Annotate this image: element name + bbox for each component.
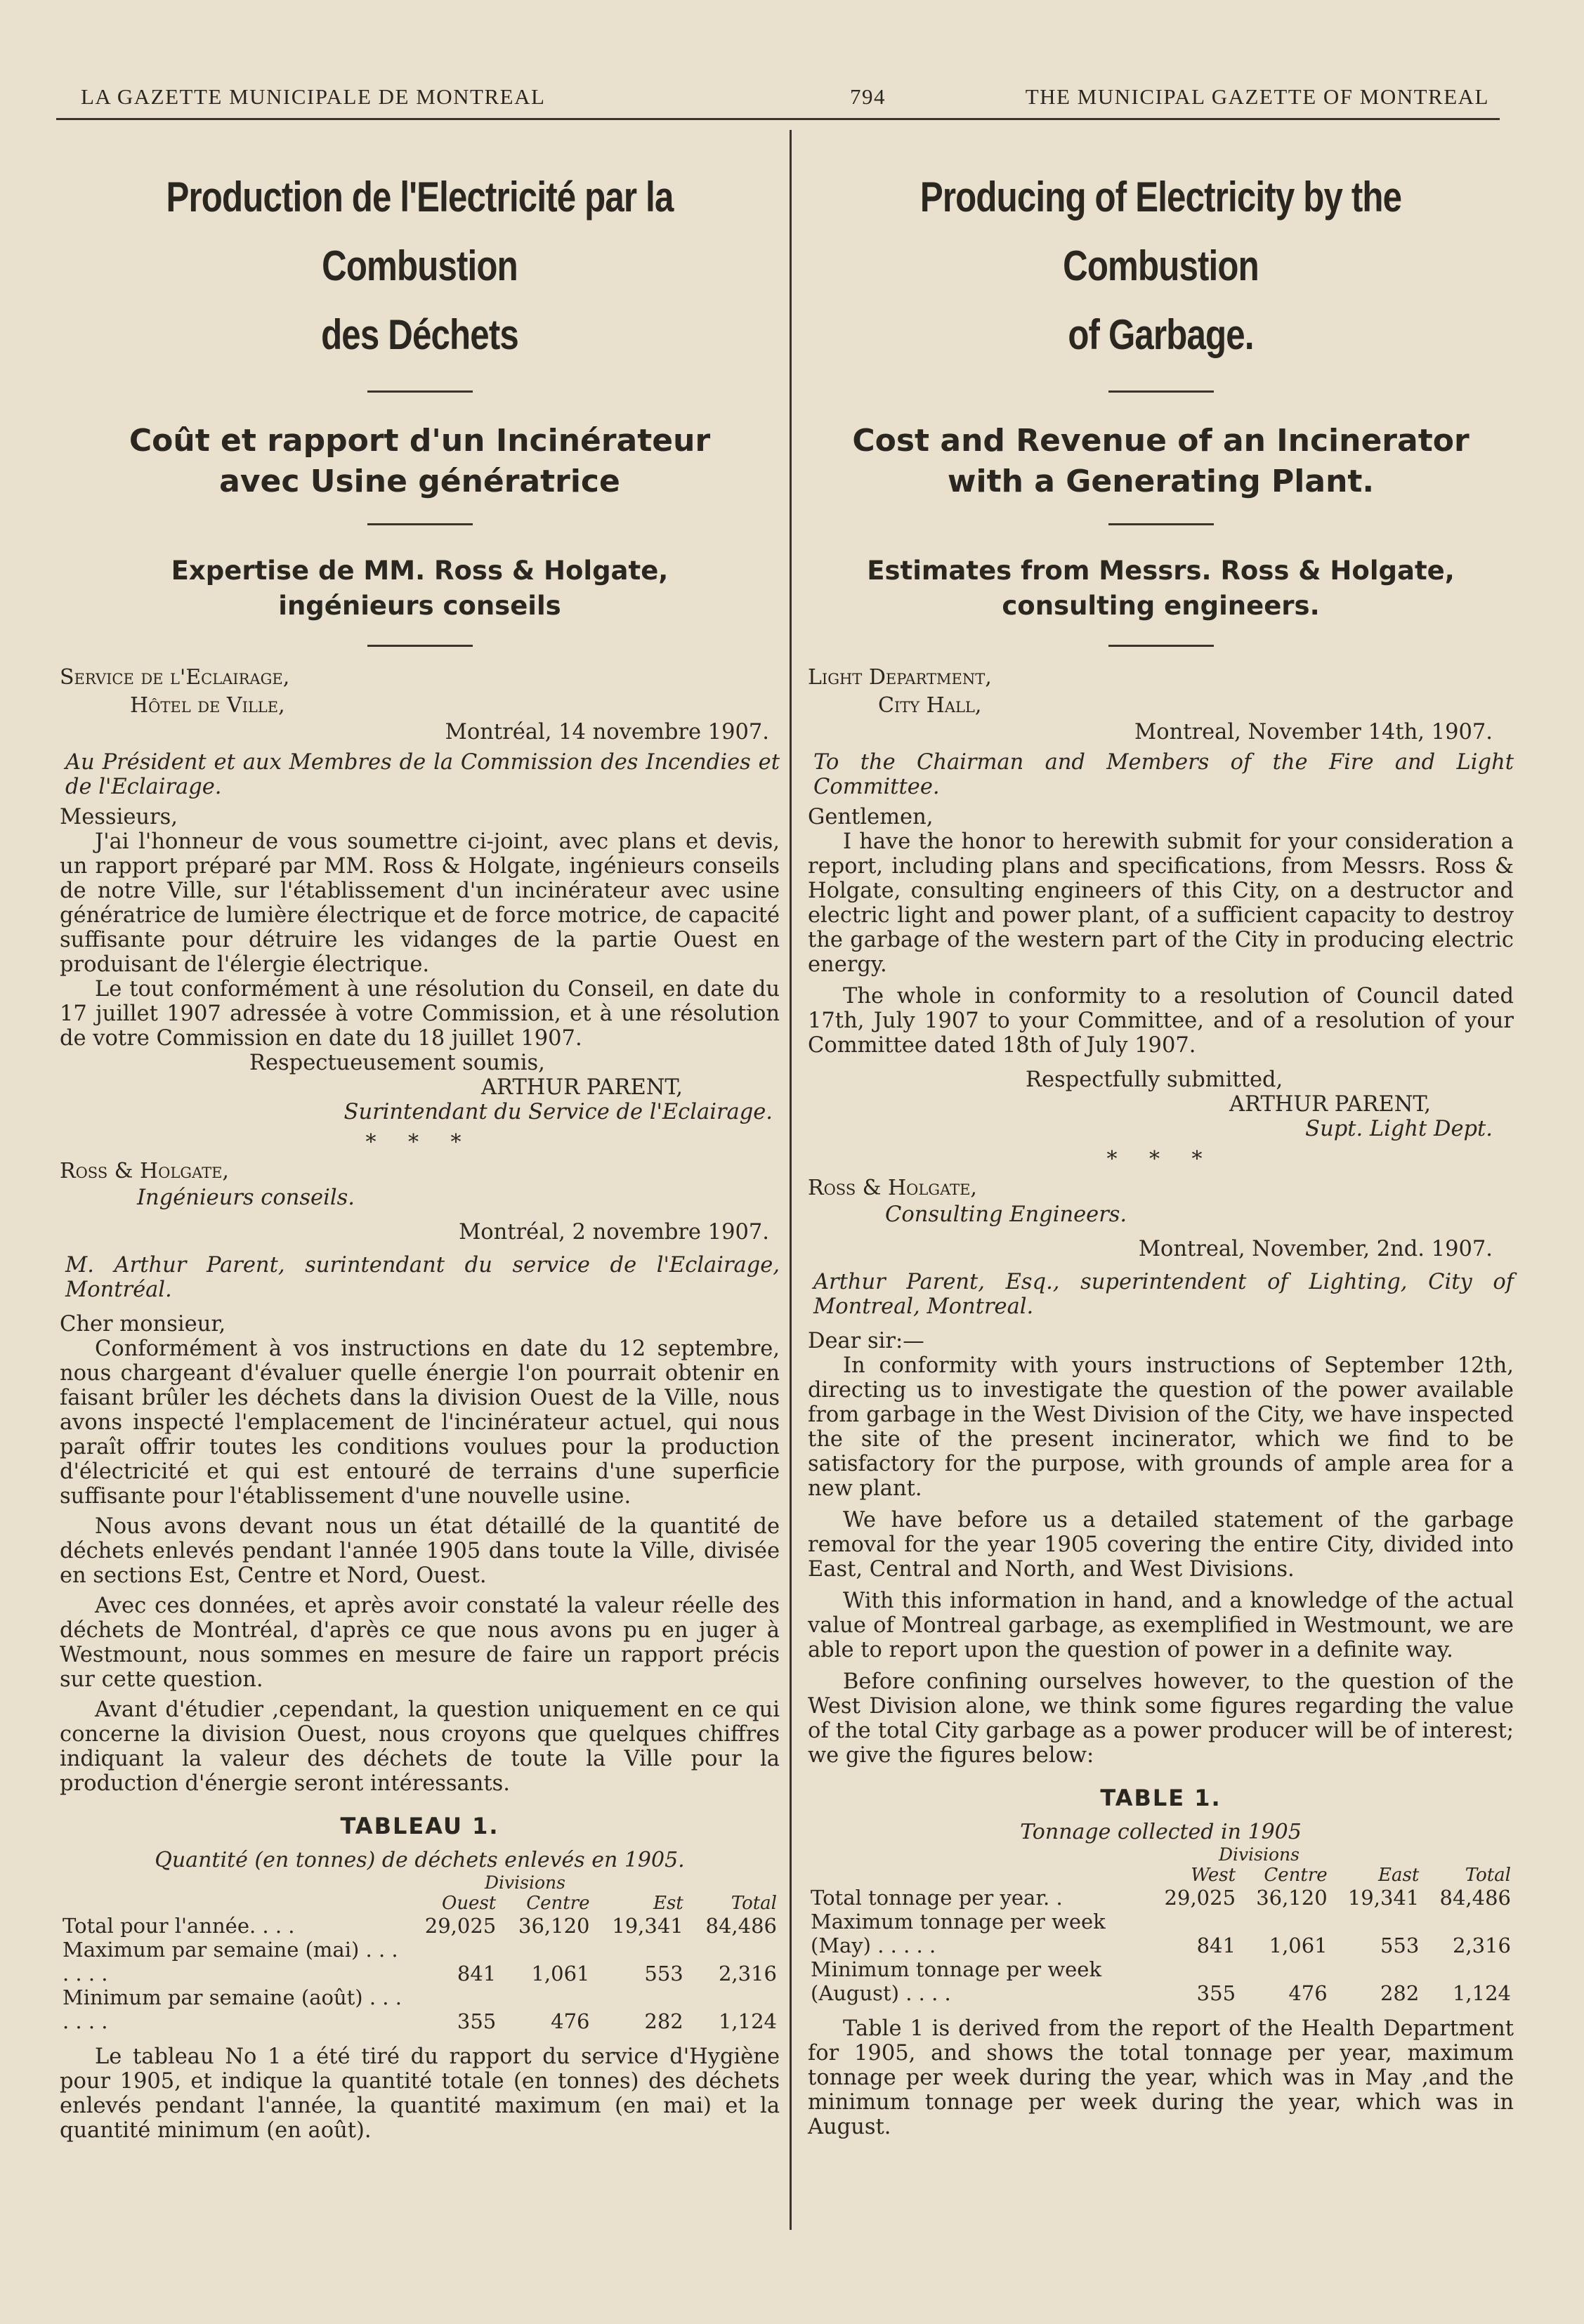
table-row bbox=[808, 1886, 1514, 1910]
letter-from-line2: Ingénieurs conseils. bbox=[137, 1186, 355, 1210]
english-estimates-line1: Estimates from Messrs. Ross & Holgate, bbox=[867, 556, 1455, 586]
letter-addressee: M. Arthur Parent, surintendant du service de l'Eclairage, Montréal. bbox=[65, 1253, 780, 1302]
french-subtitle-line1: Coût et rapport d'un Incinérateur bbox=[129, 423, 711, 459]
letter-addressee: Au Président et aux Membres de la Commission des Incendies et de l'Eclairage. bbox=[65, 750, 780, 799]
column-header: East bbox=[1378, 1865, 1420, 1886]
cell: 29,025 bbox=[424, 1914, 497, 1938]
cell: 84,486 bbox=[705, 1914, 777, 1938]
cell: 476 bbox=[551, 2009, 590, 2033]
letter-paragraph: We have before us a detailed statement of the garbage removal for the year 1905 covering the entire City, divided into East, Central and North, and West Divisions. bbox=[808, 1508, 1514, 1582]
french-subtitle bbox=[60, 421, 780, 502]
english-title bbox=[871, 163, 1450, 369]
letter-date: Montréal, 2 novembre 1907. bbox=[459, 1220, 769, 1245]
letter-addressee: Arthur Parent, Esq., superintendent of Lighting, City of Montreal, Montreal. bbox=[813, 1270, 1514, 1319]
table-caption: Tonnage collected in 1905 bbox=[1020, 1820, 1302, 1844]
letter-from: Ross & Holgate, bbox=[808, 1176, 977, 1200]
letter-signatory-title: Supt. Light Dept. bbox=[1305, 1117, 1493, 1141]
cell: 2,316 bbox=[1452, 1934, 1511, 1957]
letter-salutation: Dear sir:— bbox=[808, 1329, 924, 1353]
french-tonnage-table bbox=[60, 1893, 780, 2033]
letter-paragraph: Conformément à vos instructions en date du 12 septembre, nous chargeant d'évaluer quelle énergie l'on pourrait obtenir en faisant brûler les déchets dans la division Ouest de la Ville, nous avons inspecté l'emplacement de l'incinérateur actuel, qui nous paraît offrir toutes les conditions voulues pour la production d'électricité et qui est entouré de terrains d'une superficie suffisante pour l'établissement d'une nouvelle usine. bbox=[60, 1337, 780, 1509]
cell: 553 bbox=[644, 1962, 683, 1985]
short-rule bbox=[1108, 645, 1214, 647]
letter-paragraph: J'ai l'honneur de vous soumettre ci-joint, avec plans et devis, un rapport préparé par MM. Ross & Holgate, ingénieurs conseils de notre Ville, sur l'établissement d'un incinérateur avec usine génératrice de lumière électrique et de force motrice, de capacité suffisante pour détruire les vidanges de la partie Ouest en produisant de l'élergie électrique. bbox=[60, 829, 780, 977]
french-expertise-line2: ingénieurs conseils bbox=[278, 591, 561, 621]
short-rule bbox=[367, 390, 473, 393]
table-note: Table 1 is derived from the report of the Health Department for 1905, and shows the total tonnage per year, maximum tonnage per week during the year, which was in May ,and the minimum tonnage per week during the year, which was in August. bbox=[808, 2016, 1514, 2139]
row-label: Minimum tonnage per week (August) . . . . bbox=[811, 1957, 1102, 2005]
cell: 841 bbox=[457, 1962, 497, 1985]
row-label: Maximum tonnage per week (May) . . . . . bbox=[811, 1910, 1106, 1957]
table-title: TABLE 1. bbox=[1100, 1785, 1222, 1811]
cell: 1,124 bbox=[718, 2009, 777, 2033]
english-title-line1: Producing of Electricity by the Combustion bbox=[919, 173, 1402, 289]
letter-closing: Respectueusement soumis, bbox=[249, 1051, 545, 1075]
letter-paragraph: Before confining ourselves however, to the question of the West Division alone, we think some figures regarding the value of the total City garbage as a power producer will be of interest; we give the figures below: bbox=[808, 1669, 1514, 1768]
letter-date: Montreal, November, 2nd. 1907. bbox=[1138, 1237, 1493, 1261]
english-letter-1 bbox=[808, 664, 1514, 1141]
letter-date: Montréal, 14 novembre 1907. bbox=[445, 720, 769, 744]
row-label: Minimum par semaine (août) . . . . . . . bbox=[63, 1985, 402, 2033]
english-estimates-line2: consulting engineers. bbox=[1002, 591, 1320, 621]
french-title-line1: Production de l'Electricité par la Combustion bbox=[166, 173, 674, 289]
letter-from: Service de l'Eclairage, bbox=[60, 665, 290, 690]
cell: 553 bbox=[1380, 1934, 1420, 1957]
table-row bbox=[808, 1957, 1514, 2005]
letter-from: Ross & Holgate, bbox=[60, 1159, 229, 1183]
header-rule bbox=[56, 118, 1500, 120]
short-rule bbox=[367, 523, 473, 525]
cell: 355 bbox=[1196, 1981, 1236, 2005]
english-title-line2: of Garbage. bbox=[1068, 311, 1254, 358]
letter-from: Light Department, bbox=[808, 665, 992, 690]
header-left-title: LA GAZETTE MUNICIPALE DE MONTREAL bbox=[81, 84, 546, 109]
letter-signature: ARTHUR PARENT, bbox=[481, 1075, 683, 1100]
letter-paragraph: Nous avons devant nous un état détaillé de la quantité de déchets enlevés pendant l'année 1905 dans toute la Ville, divisée en sections Est, Centre et Nord, Ouest. bbox=[60, 1514, 780, 1588]
letter-signature: ARTHUR PARENT, bbox=[1229, 1092, 1431, 1117]
short-rule bbox=[1108, 523, 1214, 525]
letter-salutation: Messieurs, bbox=[60, 805, 178, 829]
english-estimates-heading bbox=[808, 553, 1514, 624]
letter-addressee: To the Chairman and Members of the Fire and Light Committee. bbox=[813, 750, 1514, 799]
column-header: Ouest bbox=[442, 1893, 497, 1914]
short-rule bbox=[1108, 390, 1214, 393]
table-divisions-heading: Divisions bbox=[485, 1872, 565, 1893]
letter-from-line2: Hôtel de Ville, bbox=[130, 693, 285, 718]
french-subtitle-line2: avec Usine génératrice bbox=[219, 464, 620, 499]
table-caption: Quantité (en tonnes) de déchets enlevés en 1905. bbox=[155, 1848, 685, 1872]
english-subtitle-line2: with a Generating Plant. bbox=[947, 464, 1375, 499]
row-label: Maximum par semaine (mai) . . . . . . . bbox=[63, 1938, 398, 1985]
cell: 36,120 bbox=[518, 1914, 590, 1938]
letter-from-line2: Consulting Engineers. bbox=[885, 1202, 1127, 1227]
cell: 84,486 bbox=[1439, 1886, 1511, 1910]
cell: 282 bbox=[1380, 1981, 1420, 2005]
french-expertise-heading bbox=[60, 553, 780, 624]
french-letter-1 bbox=[60, 664, 780, 1124]
column-header: Centre bbox=[526, 1893, 590, 1914]
table-divisions-heading: Divisions bbox=[1219, 1844, 1300, 1865]
french-expertise-line1: Expertise de MM. Ross & Holgate, bbox=[171, 556, 669, 586]
table-row bbox=[60, 1938, 780, 1985]
french-letter-2 bbox=[60, 1157, 780, 1796]
page-number: 794 bbox=[850, 84, 886, 109]
table-row bbox=[808, 1910, 1514, 1957]
english-column bbox=[808, 155, 1514, 2139]
column-header: West bbox=[1191, 1865, 1236, 1886]
french-title-line2: des Déchets bbox=[321, 311, 518, 358]
cell: 1,124 bbox=[1452, 1981, 1511, 2005]
column-header: Est bbox=[653, 1893, 683, 1914]
column-header: Centre bbox=[1264, 1865, 1328, 1886]
table-note: Le tableau No 1 a été tiré du rapport du service d'Hygiène pour 1905, et indique la quantité totale (en tonnes) des déchets enlevés pendant l'année, la quantité maximum (en mai) et la quantité minimum (en août). bbox=[60, 2044, 780, 2143]
english-subtitle bbox=[808, 421, 1514, 502]
letter-paragraph: Avec ces données, et après avoir constaté la valeur réelle des déchets de Montréal, d'après ce que nous avons pu en juger à Westmount, nous sommes en mesure de faire un rapport précis sur cette question. bbox=[60, 1594, 780, 1692]
section-stars: * * * bbox=[1106, 1147, 1215, 1171]
cell: 355 bbox=[457, 2009, 497, 2033]
letter-from-line2: City Hall, bbox=[878, 693, 982, 718]
header-right-title: THE MUNICIPAL GAZETTE OF MONTREAL bbox=[1025, 84, 1489, 109]
short-rule bbox=[367, 645, 473, 647]
cell: 1,061 bbox=[531, 1962, 590, 1985]
letter-paragraph: With this information in hand, and a knowledge of the actual value of Montreal garbage, as exemplified in Westmount, we are able to report upon the question of power in a definite way. bbox=[808, 1589, 1514, 1662]
cell: 2,316 bbox=[718, 1962, 777, 1985]
cell: 1,061 bbox=[1269, 1934, 1328, 1957]
row-label: Total tonnage per year. . bbox=[811, 1886, 1063, 1910]
column-header: Total bbox=[1465, 1865, 1511, 1886]
letter-paragraph: In conformity with yours instructions of September 12th, directing us to investigate the question of the power available from garbage in the West Division of the City, we have inspected the site of the present incinerator, which we find to be satisfactory for the purpose, with grounds of ample area for a new plant. bbox=[808, 1353, 1514, 1501]
letter-date: Montreal, November 14th, 1907. bbox=[1134, 720, 1493, 744]
cell: 476 bbox=[1288, 1981, 1328, 2005]
table-row bbox=[60, 1985, 780, 2033]
table-row bbox=[60, 1914, 780, 1938]
letter-paragraph: I have the honor to herewith submit for your consideration a report, including plans and specifications, from Messrs. Ross & Holgate, consulting engineers of this City, on a destructor and electric light and power plant, of a sufficient capacity to destroy the garbage of the western part of the City in producing electric energy. bbox=[808, 829, 1514, 977]
column-header: Total bbox=[731, 1893, 777, 1914]
running-head bbox=[81, 84, 1489, 119]
letter-closing: Respectfully submitted, bbox=[1026, 1068, 1283, 1092]
letter-salutation: Cher monsieur, bbox=[60, 1312, 226, 1337]
cell: 36,120 bbox=[1256, 1886, 1328, 1910]
cell: 19,341 bbox=[612, 1914, 683, 1938]
english-tonnage-table bbox=[808, 1865, 1514, 2005]
cell: 19,341 bbox=[1347, 1886, 1420, 1910]
cell: 282 bbox=[644, 2009, 683, 2033]
letter-salutation: Gentlemen, bbox=[808, 805, 934, 829]
letter-paragraph: Avant d'étudier ,cependant, la question uniquement en ce qui concerne la division Ouest, nous croyons que quelques chiffres indiquant la valeur des déchets de toute la Ville pour la production d'énergie seront intéressants. bbox=[60, 1698, 780, 1796]
french-column bbox=[60, 155, 780, 2143]
letter-paragraph: The whole in conformity to a resolution of Council dated 17th, July 1907 to your Committee, and of a resolution of your Committee dated 18th of July 1907. bbox=[808, 984, 1514, 1058]
table-title: TABLEAU 1. bbox=[340, 1813, 499, 1839]
french-title bbox=[124, 163, 715, 369]
cell: 841 bbox=[1196, 1934, 1236, 1957]
row-label: Total pour l'année. . . . bbox=[63, 1914, 295, 1938]
english-subtitle-line1: Cost and Revenue of an Incinerator bbox=[852, 423, 1470, 459]
section-stars: * * * bbox=[365, 1130, 474, 1155]
cell: 29,025 bbox=[1164, 1886, 1236, 1910]
letter-paragraph: Le tout conformément à une résolution du Conseil, en date du 17 juillet 1907 adressée à votre Commission, et à une résolution de votre Commission en date du 18 juillet 1907. bbox=[60, 977, 780, 1051]
letter-signatory-title: Surintendant du Service de l'Eclairage. bbox=[343, 1100, 773, 1124]
english-letter-2 bbox=[808, 1174, 1514, 1768]
column-divider bbox=[790, 130, 792, 2230]
